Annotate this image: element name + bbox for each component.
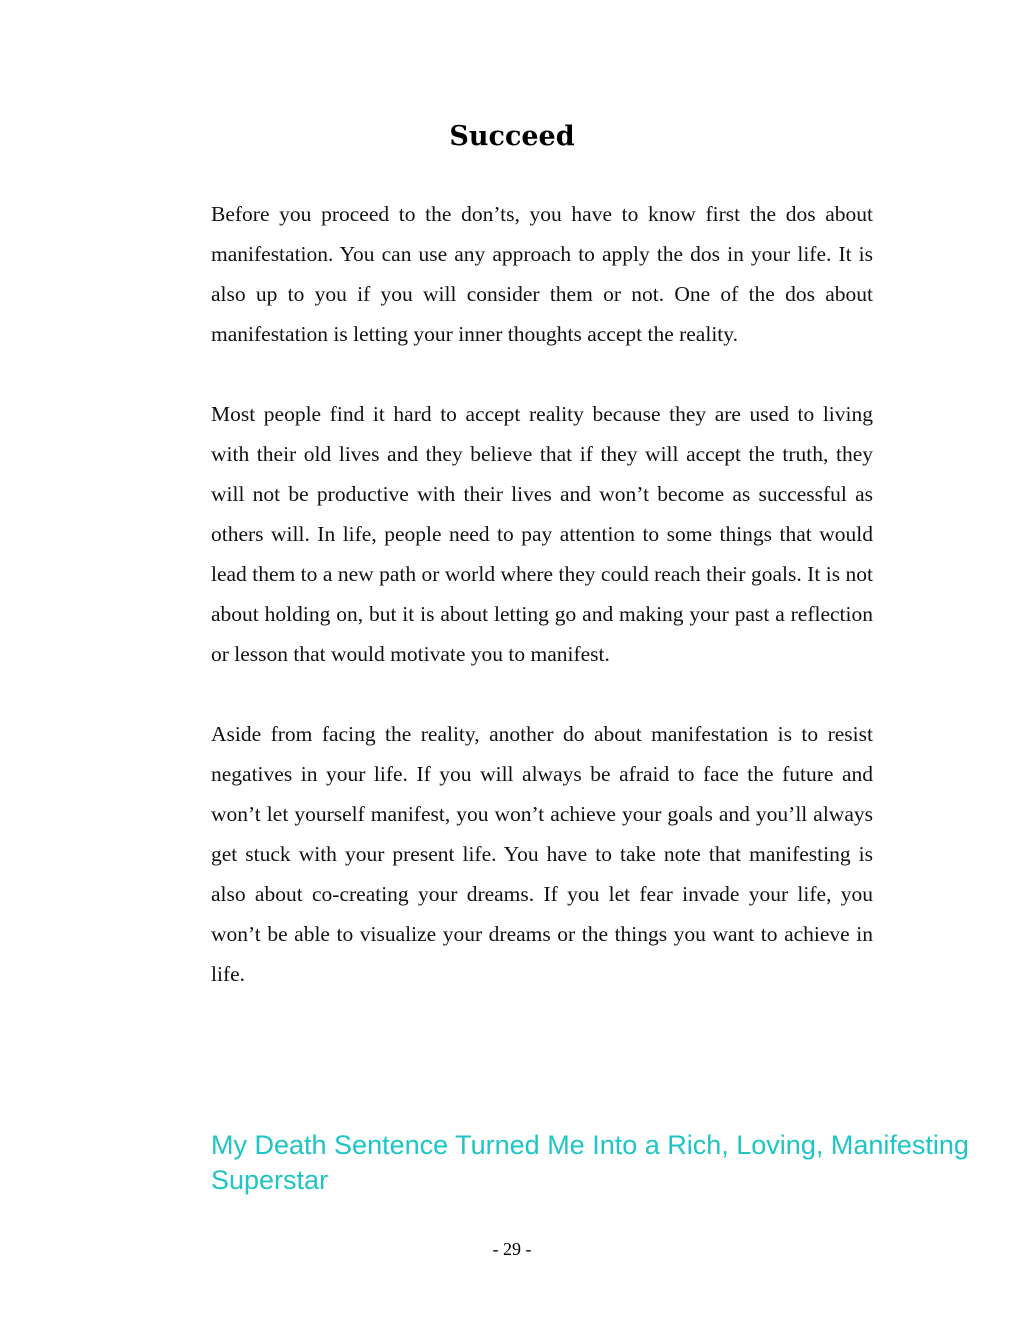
paragraph-1: Before you proceed to the don’ts, you have to know first the dos about manifestation. You can use any approach to apply the dos in your life. It is also up to you if you will consider them or not. One of the dos about manifestation is letting your inner thoughts accept the reality. (211, 202, 873, 346)
body-text (211, 194, 873, 994)
promo-link[interactable]: My Death Sentence Turned Me Into a Rich, Loving, Manifesting Superstar (211, 1130, 969, 1195)
page-title: Succeed (449, 121, 575, 152)
page-number: - 29 - (492, 1239, 532, 1259)
paragraph-3: Aside from facing the reality, another do about manifestation is to resist negatives in your life. If you will always be afraid to face the future and won’t let yourself manifest, you won’t achieve your goals and you’ll always get stuck with your present life. You have to take note that manifesting is also about co-creating your dreams. If you let fear invade your life, you won’t be able to visualize your dreams or the things you want to achieve in life. (211, 722, 873, 986)
paragraph-2: Most people find it hard to accept reality because they are used to living with their old lives and they believe that if they will accept the truth, they will not be productive with their lives and won’t become as successful as others will. In life, people need to pay attention to some things that would lead them to a new path or world where they could reach their goals. It is not about holding on, but it is about letting go and making your past a reflection or lesson that would motivate you to manifest. (211, 402, 873, 666)
